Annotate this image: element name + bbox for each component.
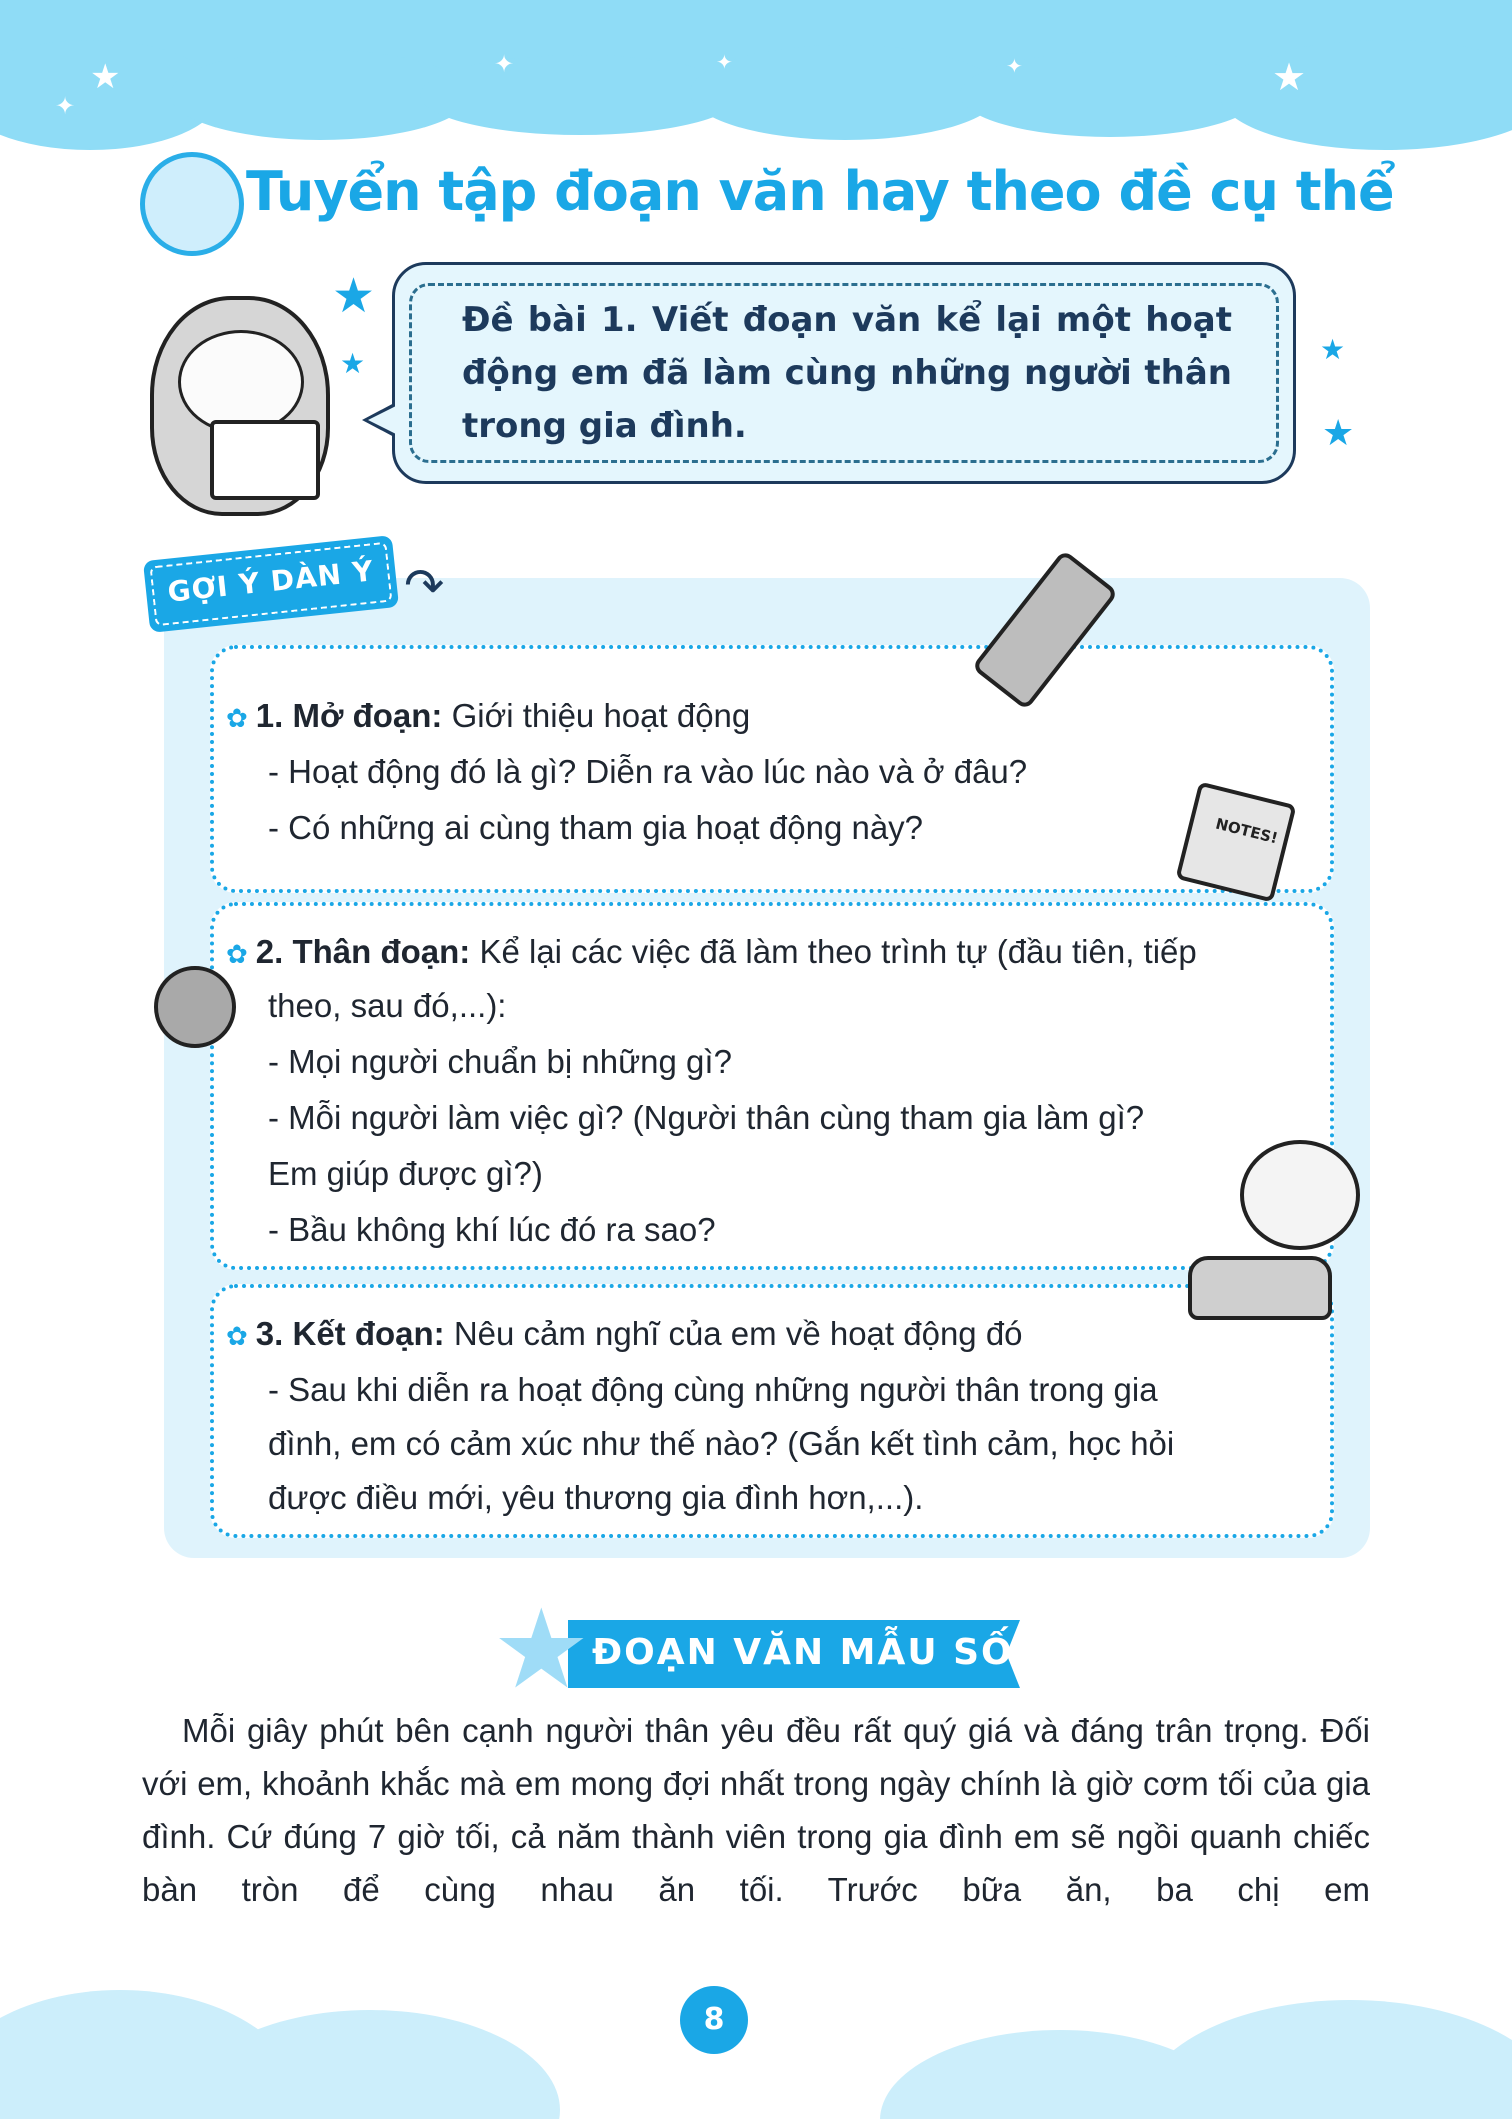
section-heading-closing xyxy=(226,1306,1023,1364)
flower-bullet-icon: ✿ xyxy=(226,939,248,969)
section-intro: Nêu cảm nghĩ của em về hoạt động đó xyxy=(444,1315,1023,1352)
section-line: - Bầu không khí lúc đó ra sao? xyxy=(268,1211,716,1248)
star-icon: ✦ xyxy=(1006,54,1023,78)
flower-bullet-icon: ✿ xyxy=(226,1321,248,1351)
section-line: - Sau khi diễn ra hoạt động cùng những người thân trong gia xyxy=(268,1371,1158,1408)
header-cloud xyxy=(1220,40,1512,150)
prompt-line: động em đã làm cùng những người thân xyxy=(462,353,1232,393)
star-icon: ✦ xyxy=(55,92,76,120)
flower-bullet-icon: ✿ xyxy=(226,703,248,733)
section-intro: Kể lại các việc đã làm theo trình tự (đầu tiên, tiếp xyxy=(470,933,1197,970)
page-number: 8 xyxy=(680,1986,748,2054)
speech-bubble-tail-fill xyxy=(368,406,396,434)
section-title: 3. Kết đoạn: xyxy=(255,1315,445,1352)
section-heading-opening xyxy=(226,688,750,746)
star-icon: ✦ xyxy=(716,50,733,74)
footer-cloud xyxy=(1140,2000,1512,2119)
prompt-text xyxy=(462,294,1232,453)
prompt-line: Đề bài 1. Viết đoạn văn kể lại một hoạt xyxy=(462,300,1232,340)
sample-heading: ĐOẠN VĂN MẪU SỐ 1 xyxy=(592,1632,1056,1673)
apple-icon xyxy=(154,966,236,1048)
star-icon: ★ xyxy=(1272,55,1307,99)
notebook-label: NOTES! xyxy=(1213,814,1280,848)
panda-icon xyxy=(1240,1140,1360,1250)
section-title: 2. Thân đoạn: xyxy=(255,933,471,970)
sample-paragraph: Mỗi giây phút bên cạnh người thân yêu đều rất quý giá và đáng trân trọng. Đối với em, khoảnh khắc mà em mong đợi nhất trong ngày chính là giờ cơm tối của gia đình. Cứ đúng 7 giờ tối, cả năm thành viên trong gia đình em sẽ ngồi quanh chiếc bàn tròn để cùng nhau ăn tối. Trước bữa ăn, ba chị em xyxy=(142,1712,1370,1908)
book-icon xyxy=(210,420,320,500)
star-icon: ★ xyxy=(90,57,121,97)
section-line: - Mọi người chuẩn bị những gì? xyxy=(268,1043,732,1080)
section-line: theo, sau đó,...): xyxy=(268,987,507,1024)
header-cloud xyxy=(690,45,1000,140)
section-line: - Có những ai cùng tham gia hoạt động này? xyxy=(268,809,924,846)
curly-arrow-icon: ↷ xyxy=(404,558,445,614)
star-icon: ★ xyxy=(1320,333,1346,366)
star-icon: ★ xyxy=(340,347,366,380)
section-line: Em giúp được gì?) xyxy=(268,1155,543,1192)
penguin-face xyxy=(178,330,304,434)
smiling-star-icon: ★ xyxy=(492,1585,591,1713)
prompt-line: trong gia đình. xyxy=(462,406,747,446)
section-line: đình, em có cảm xúc như thế nào? (Gắn kết tình cảm, học hỏi xyxy=(268,1425,1175,1462)
star-icon: ★ xyxy=(1322,413,1355,454)
section-line: - Mỗi người làm việc gì? (Người thân cùng tham gia làm gì? xyxy=(268,1099,1145,1136)
page-title: Tuyển tập đoạn văn hay theo đề cụ thể xyxy=(246,160,1394,223)
section-heading-body xyxy=(226,924,1197,982)
reading-girl-icon xyxy=(140,152,244,256)
star-icon: ✦ xyxy=(494,50,515,78)
section-line: được điều mới, yêu thương gia đình hơn,...). xyxy=(268,1479,924,1516)
star-icon: ★ xyxy=(332,268,376,324)
stapler-icon xyxy=(1188,1256,1332,1320)
header-cloud xyxy=(960,52,1260,137)
section-intro: Giới thiệu hoạt động xyxy=(442,697,751,734)
outline-label: GỢI Ý DÀN Ý xyxy=(166,554,376,609)
section-title: 1. Mở đoạn: xyxy=(255,697,443,734)
section-line: - Hoạt động đó là gì? Diễn ra vào lúc nào và ở đâu? xyxy=(268,753,1028,790)
